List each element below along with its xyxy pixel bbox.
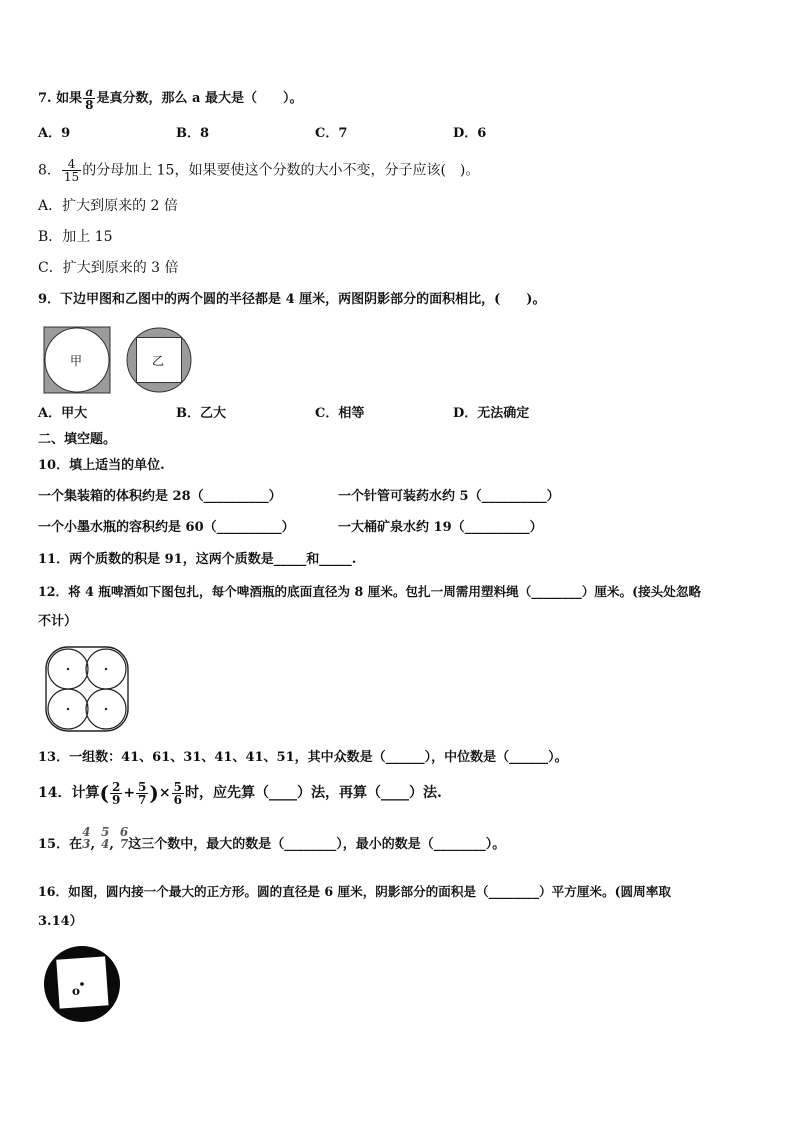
q8-frac-num: 4 (62, 158, 81, 171)
q14-times: × (158, 785, 171, 801)
q7-option-a: A．9 (38, 126, 71, 141)
q16-question-line2: 3.14） (38, 914, 83, 929)
q15-f3-num: 6 (119, 825, 129, 839)
q15-fraction-3 (120, 826, 128, 850)
q14-fraction-1 (110, 781, 122, 806)
q9-option-d: D．无法确定 (453, 406, 530, 421)
q9-label-yi: 乙 (152, 354, 165, 368)
q14-f1-num: 2 (111, 779, 121, 794)
q9-option-c: C．相等 (315, 406, 365, 421)
q8-pre: 8． (38, 162, 61, 179)
q14-f3-num: 5 (173, 779, 182, 794)
q14-f3-den: 6 (173, 792, 182, 807)
q12-question-line2: 不计） (38, 614, 78, 629)
q8-option-c: C．扩大到原来的 3 倍 (38, 260, 179, 276)
q7-frac-den: 8 (85, 98, 94, 112)
q15-f2-num: 5 (100, 825, 110, 839)
q14-paren-open: ( (99, 781, 109, 805)
q14-pre: 14．计算 (38, 785, 100, 801)
q11-question: 11．两个质数的积是 91，这两个质数是_____和_____. (38, 552, 357, 567)
q15-f1-den: 3 (82, 837, 91, 851)
q15-question: 15．在 4 3 , 5 4 , 6 7 这三个数中，最大的数是（________），最小的数是（________）。 (38, 825, 506, 852)
q7-frac-num: a (83, 86, 95, 99)
q12-bottles-figure (44, 645, 130, 733)
q8-fraction (62, 158, 81, 183)
q7-post: 是真分数，那么 a 最大是（ ）。 (96, 91, 303, 106)
q7-option-b: B．8 (176, 126, 210, 141)
q8-question (38, 158, 479, 183)
q8-frac-den: 15 (63, 170, 80, 184)
q10-item-1: 一个集装箱的体积约是 28（__________） (38, 489, 282, 504)
q14-paren-close: ) (149, 781, 159, 805)
q7-pre: 7. 如果 (38, 91, 83, 106)
q15-pre: 15．在 (38, 837, 83, 852)
q14-fraction-3 (172, 781, 184, 806)
q10-item-4: 一大桶矿泉水约 19（__________） (338, 520, 543, 535)
q14-f1-den: 9 (111, 792, 121, 807)
q12-question-line1: 12．将 4 瓶啤酒如下图包扎，每个啤酒瓶的底面直径为 8 厘米。包扎一周需用塑料绳（________）厘米。(接头处忽略 (38, 584, 702, 599)
q14-f2-den: 7 (138, 792, 147, 807)
q14-fraction-2 (136, 781, 148, 806)
q14-plus: + (123, 785, 136, 801)
q10-title: 10．填上适当的单位. (38, 458, 165, 473)
q15-f3-den: 7 (119, 837, 129, 851)
q14-question (38, 776, 442, 810)
q8-option-a: A．扩大到原来的 2 倍 (38, 198, 178, 214)
q13-question: 13．一组数：41、61、31、41、41、51，其中众数是（______），中位数是（______）。 (38, 750, 568, 765)
q9-label-jia: 甲 (70, 354, 83, 368)
q16-question-line1: 16．如图，圆内接一个最大的正方形。圆的直径是 6 厘米，阴影部分的面积是（________）平方厘米。(圆周率取 (38, 884, 671, 899)
q15-f2-den: 4 (100, 837, 110, 851)
q8-option-b: B．加上 15 (38, 229, 113, 245)
q15-post: 这三个数中，最大的数是（________），最小的数是（________）。 (128, 837, 506, 852)
q15-f1-num: 4 (82, 825, 91, 839)
q14-f2-num: 5 (138, 779, 147, 794)
q9-question: 9．下边甲图和乙图中的两个圆的半径都是 4 厘米，两图阴影部分的面积相比，( )。 (38, 292, 546, 307)
section-heading: 二、填空题。 (38, 432, 117, 447)
q8-post: 的分母加上 15，如果要使这个分数的大小不变，分子应该( )。 (82, 162, 480, 179)
q14-post: 时，应先算（____）法，再算（____）法. (184, 785, 442, 801)
q9-option-b: B．乙大 (176, 406, 226, 421)
q7-question (38, 86, 302, 111)
q10-item-2: 一个针管可装药水约 5（__________） (338, 489, 560, 504)
q7-option-c: C．7 (315, 126, 348, 141)
q10-item-3: 一个小墨水瓶的容积约是 60（__________） (38, 520, 295, 535)
q7-option-d: D．6 (453, 126, 487, 141)
q9-option-a: A．甲大 (38, 406, 88, 421)
q7-fraction (83, 86, 95, 111)
q16-center-label: o (72, 984, 81, 998)
q16-circle-square-figure (42, 944, 122, 1024)
